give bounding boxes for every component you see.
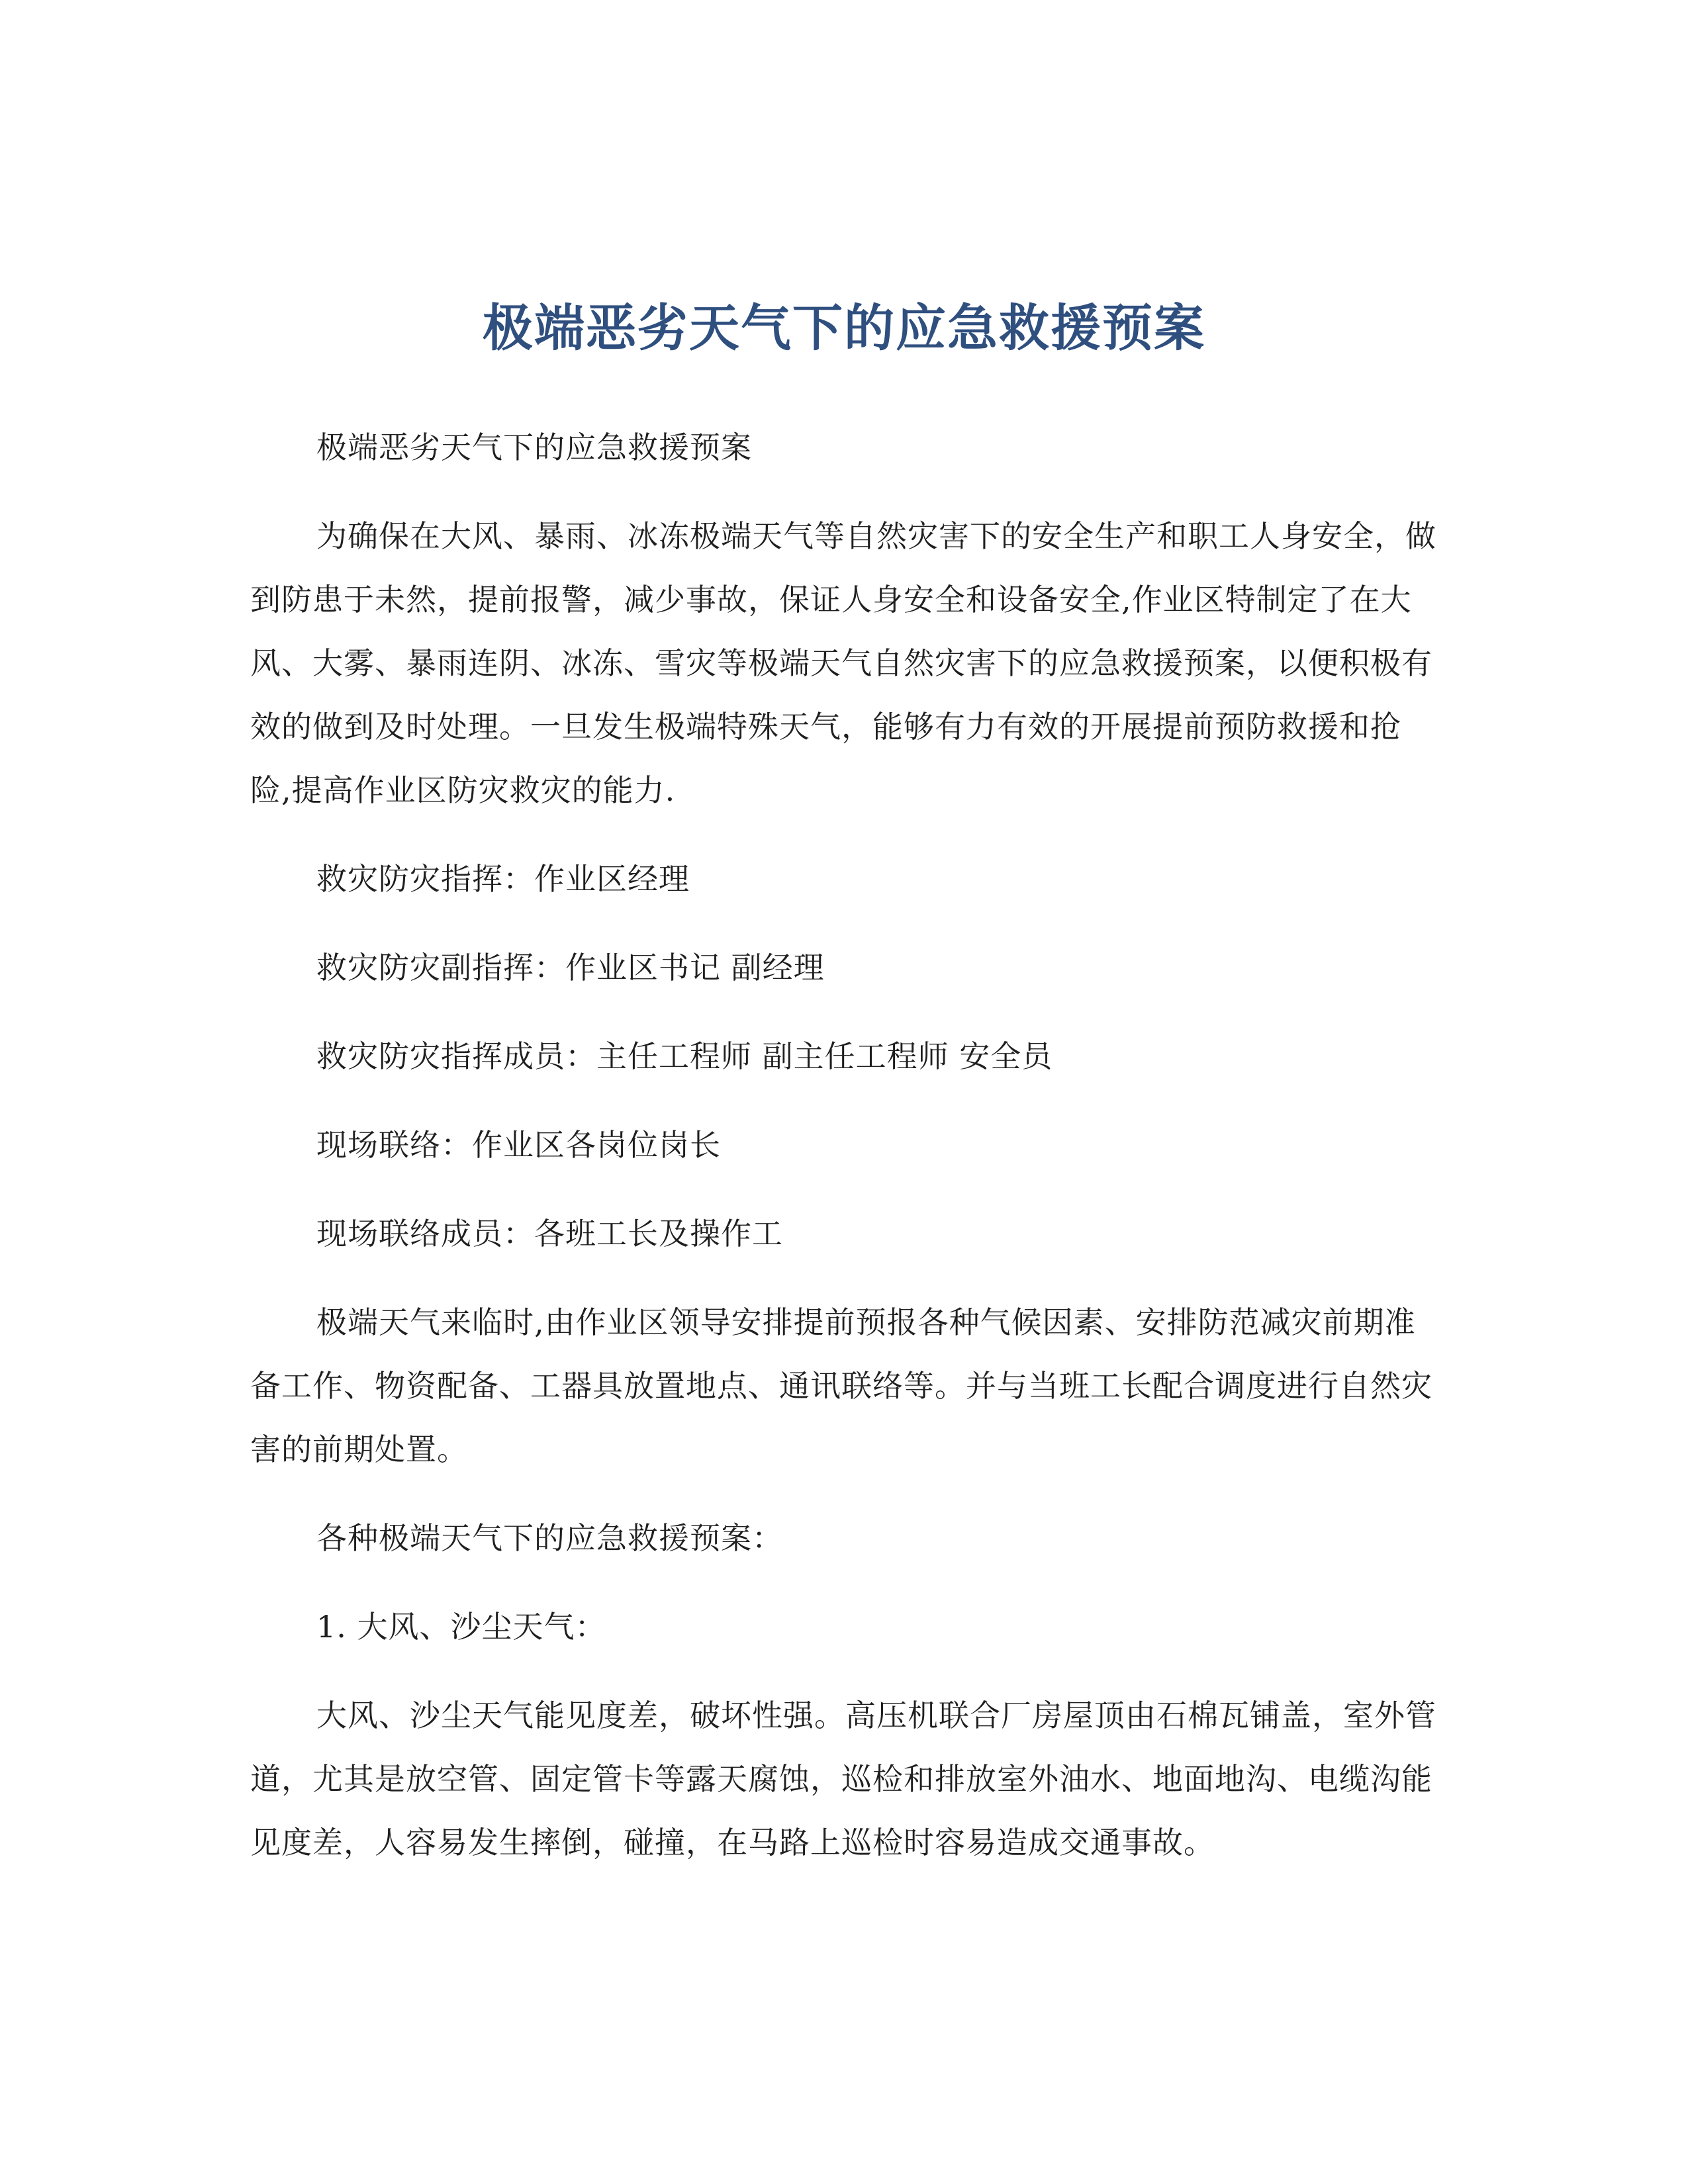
liaison-members-line: 现场联络成员：各班工长及操作工	[316, 1216, 783, 1251]
command-members-line: 救灾防灾指挥成员：主任工程师 副主任工程师 安全员	[316, 1038, 1053, 1074]
intro-heading: 极端恶劣天气下的应急救援预案	[316, 430, 752, 465]
purpose-paragraph: 为确保在大风、暴雨、冰冻极端天气等自然灾害下的安全生产和职工人身安全，做到防患于未然，提前报警，减少事故，保证人身安全和设备安全,作业区特制定了在大风、大雾、暴雨连阴、冰冻、雪灾等极端天气自然灾害下的应急救援预案，以便积极有效的做到及时处理。一旦发生极端特殊天气，能够有力有效的开展提前预防救援和抢险,提高作业区防灾救灾的能力.	[250, 518, 1436, 808]
commander-line: 救灾防灾指挥：作业区经理	[316, 861, 690, 897]
wind-dust-heading: 1. 大风、沙尘天气：	[316, 1609, 606, 1645]
wind-dust-paragraph: 大风、沙尘天气能见度差，破坏性强。高压机联合厂房屋顶由石棉瓦铺盖，室外管道，尤其是放空管、固定管卡等露天腐蚀，巡检和排放室外油水、地面地沟、电缆沟能见度差，人容易发生摔倒，碰撞，在马路上巡检时容易造成交通事故。	[250, 1698, 1436, 1860]
deputy-commander-line: 救灾防灾副指挥：作业区书记 副经理	[316, 950, 825, 985]
plans-heading: 各种极端天气下的应急救援预案：	[316, 1520, 783, 1556]
site-liaison-line: 现场联络：作业区各岗位岗长	[316, 1127, 721, 1163]
preparation-paragraph: 极端天气来临时,由作业区领导安排提前预报各种气候因素、安排防范减灾前期准备工作、物资配备、工器具放置地点、通讯联络等。并与当班工长配合调度进行自然灾害的前期处置。	[250, 1304, 1432, 1467]
document-title: 极端恶劣天气下的应急救援预案	[483, 298, 1205, 357]
document-body	[250, 416, 1442, 1874]
